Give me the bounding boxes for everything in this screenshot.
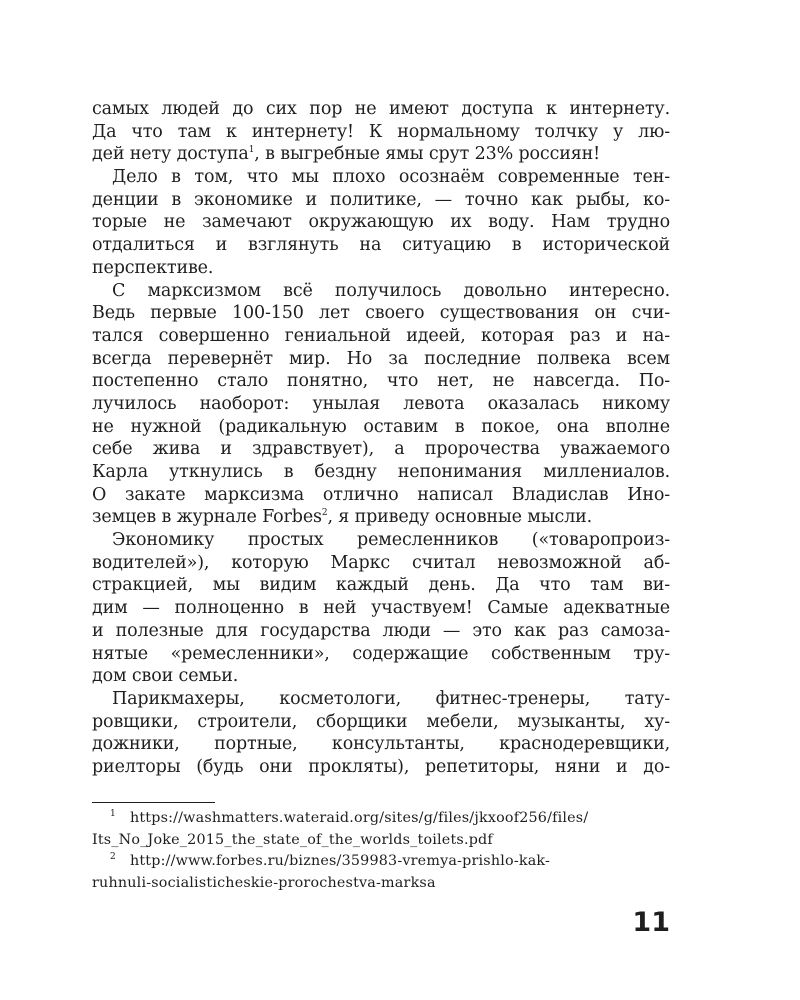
footnotes bbox=[92, 808, 670, 894]
text-line: лучилось наоборот: унылая левота оказалась никому bbox=[92, 393, 670, 414]
text-line: водителей»), которую Маркс считал невозможной аб- bbox=[92, 552, 670, 573]
text-line: тался совершенно гениальной идеей, которая раз и на- bbox=[92, 325, 670, 346]
text-line bbox=[92, 506, 670, 529]
text-line: самых людей до сих пор не имеют доступа к интернету. bbox=[92, 99, 670, 119]
text-line: перспективе. bbox=[92, 257, 214, 278]
text-line: С марксизмом всё получилось довольно интересно. bbox=[112, 280, 670, 301]
footnote-1-cont[interactable]: Its_No_Joke_2015_the_state_of_the_worlds_toilets.pdf bbox=[92, 831, 493, 848]
text-line: не нужной (радикальную оставим в покое, она вполне bbox=[92, 416, 670, 437]
footnote-ref[interactable]: 2 bbox=[321, 508, 328, 519]
text-line: постепенно стало понятно, что нет, не навсегда. По- bbox=[92, 371, 670, 392]
footnote-link[interactable]: https://washmatters.wateraid.org/sites/g/files/jkxoof256/files/ bbox=[129, 810, 589, 826]
text-line: дожники, портные, консультанты, краснодеревщики, bbox=[92, 734, 670, 755]
text-line: О закате марксизма отлично написал Владислав Ино- bbox=[92, 484, 670, 505]
text-line bbox=[92, 143, 670, 166]
text-line: и полезные для государства люди — это как раз самоза- bbox=[92, 620, 670, 641]
footnote-link[interactable]: http://www.forbes.ru/biznes/359983-vremya-prishlo-kak- bbox=[129, 853, 551, 869]
line-start: земцев в журнале Forbes bbox=[92, 507, 322, 528]
text-line: нятые «ремесленники», содержащие собственным тру- bbox=[92, 643, 670, 664]
line-start: дей нету доступа bbox=[92, 144, 249, 165]
text-line: Парикмахеры, косметологи, фитнес-тренеры, тату- bbox=[112, 688, 670, 709]
text-line: дом свои семьи. bbox=[92, 666, 239, 687]
text-line: риелторы (будь они прокляты), репетиторы, няни и до- bbox=[92, 756, 670, 777]
text-line: Да что там к интернету! К нормальному толчку у лю- bbox=[92, 121, 670, 142]
page-number: 11 bbox=[632, 907, 670, 938]
text-line: Карла уткнулись в бездну непонимания миллениалов. bbox=[92, 462, 670, 482]
text-line: ровщики, строители, сборщики мебели, музыканты, ху- bbox=[92, 711, 670, 732]
footnote-1 bbox=[92, 808, 670, 830]
text-line: торые не замечают окружающую их воду. Нам трудно bbox=[92, 212, 670, 233]
line-end: , в выгребные ямы срут 23% россиян! bbox=[254, 144, 601, 165]
text-line: Экономику простых ремесленников («товаропроиз- bbox=[112, 530, 670, 551]
text-line: Дело в том, что мы плохо осознаём современные тен- bbox=[112, 167, 670, 188]
text-line: дим — полноценно в ней участвуем! Самые адекватные bbox=[92, 598, 670, 619]
text-line: денции в экономике и политике, — точно как рыбы, ко- bbox=[92, 189, 670, 210]
footnote-2 bbox=[92, 851, 670, 873]
text-line: всегда перевернёт мир. Но за последние полвека всем bbox=[92, 348, 670, 369]
text-line: Ведь первые 100-150 лет своего существования он счи- bbox=[92, 303, 670, 324]
line-end: , я приведу основные мысли. bbox=[327, 507, 593, 528]
footnote-mark: 2 bbox=[110, 852, 116, 863]
text-line: себе жива и здравствует), а пророчества уважаемого bbox=[92, 439, 670, 460]
text-line: отдалиться и взглянуть на ситуацию в исторической bbox=[92, 235, 670, 256]
body-text bbox=[92, 98, 670, 779]
footnote-mark: 1 bbox=[110, 809, 116, 820]
footnote-2-cont[interactable]: ruhnuli-socialisticheskie-prorochestva-marksa bbox=[92, 874, 436, 891]
footnote-divider bbox=[92, 802, 215, 803]
text-line: стракцией, мы видим каждый день. Да что там ви- bbox=[92, 575, 670, 596]
footnote-ref[interactable]: 1 bbox=[248, 145, 255, 156]
